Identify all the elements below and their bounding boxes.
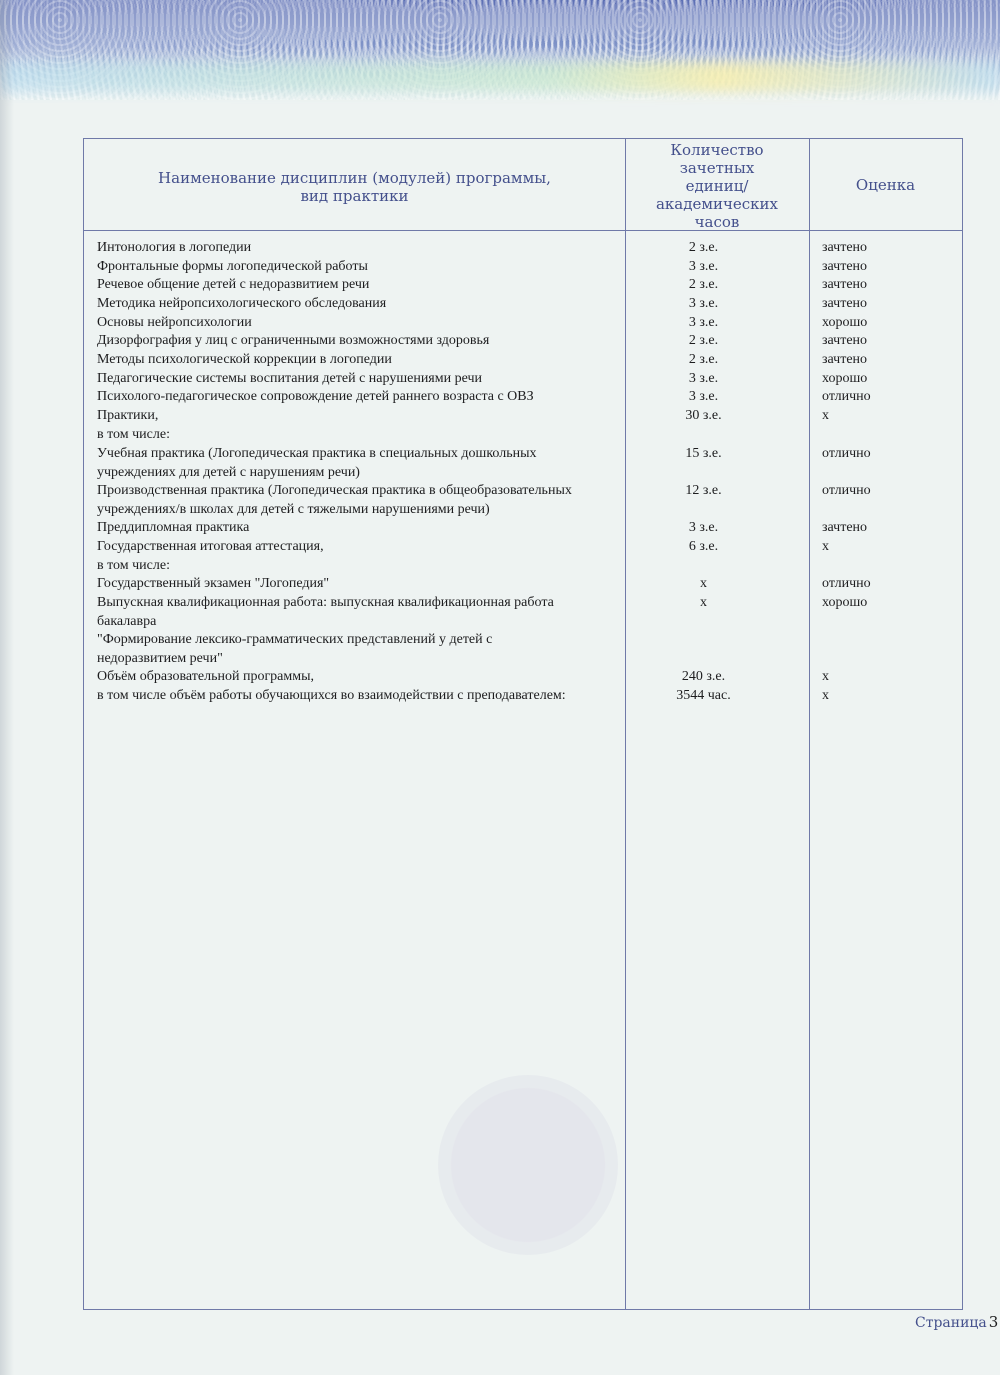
discipline-name: Речевое общение детей с недоразвитием речи: [97, 277, 370, 292]
discipline-name: Государственная итоговая аттестация,: [97, 539, 324, 554]
grade-value: зачтено: [822, 259, 868, 274]
discipline-name: Объём образовательной программы,: [97, 669, 315, 684]
discipline-name: в том числе объём работы обучающихся во взаимодействии с преподавателем:: [97, 688, 566, 703]
discipline-name-cont: бакалавра: [97, 613, 157, 629]
credits-value: 2 з.е.: [688, 333, 719, 348]
grade-value: х: [822, 669, 829, 684]
credits-value: 15 з.е.: [685, 446, 722, 461]
discipline-header-line-1: Наименование дисциплин (модулей) программы,: [158, 169, 551, 187]
credits-value: 2 з.е.: [688, 240, 719, 255]
credits-value: 30 з.е.: [685, 408, 722, 423]
column-divider-2: [809, 139, 810, 1309]
credits-value: 3 з.е.: [688, 371, 719, 386]
grade-value: хорошо: [822, 371, 868, 386]
discipline-name: Интонология в логопедии: [97, 240, 252, 255]
discipline-name: Педагогические системы воспитания детей с нарушениями речи: [97, 371, 482, 386]
credits-value: 3 з.е.: [688, 389, 719, 404]
grade-value: зачтено: [822, 520, 868, 535]
credits-value: 2 з.е.: [688, 277, 719, 292]
credits-value: 2 з.е.: [688, 352, 719, 367]
discipline-name: Методы психологической коррекции в логопедии: [97, 352, 392, 367]
credits-value: 3 з.е.: [688, 520, 719, 535]
discipline-name: Государственный экзамен "Логопедия": [97, 576, 330, 591]
grade-value: зачтено: [822, 277, 868, 292]
credits-header-line-3: единиц/: [685, 177, 749, 195]
discipline-name: Дизорфография у лиц с ограниченными возможностями здоровья: [97, 333, 490, 348]
grade-value: зачтено: [822, 296, 868, 311]
credits-value: х: [700, 576, 707, 591]
credits-header-line-4: академических: [655, 195, 779, 213]
discipline-name: Психолого-педагогическое сопровождение детей раннего возраста с ОВЗ: [97, 389, 534, 404]
discipline-name: Основы нейропсихологии: [97, 315, 252, 330]
discipline-name: Учебная практика (Логопедическая практика в специальных дошкольных: [97, 446, 537, 461]
grades-table: [83, 138, 963, 1310]
grade-value: х: [822, 688, 829, 703]
grade-value: х: [822, 539, 829, 554]
credits-value: х: [700, 595, 707, 610]
header-divider: [84, 230, 962, 231]
grade-value: х: [822, 408, 829, 423]
discipline-name-cont: учреждениях/в школах для детей с тяжелыми нарушениями речи): [97, 501, 490, 517]
discipline-name-cont: в том числе:: [97, 426, 170, 442]
grade-value: отлично: [822, 446, 871, 461]
discipline-name-cont: "Формирование лексико-грамматических представлений у детей с: [97, 632, 493, 647]
grade-column-header: Оценка: [855, 176, 916, 194]
grade-value: отлично: [822, 483, 871, 498]
paper-edge-shadow: [0, 0, 14, 1375]
grade-value: отлично: [822, 389, 871, 404]
grade-value: хорошо: [822, 315, 868, 330]
credits-header-line-1: Количество: [670, 141, 764, 159]
discipline-name: Выпускная квалификационная работа: выпускная квалификационная работа: [97, 595, 554, 610]
iridescent-strip: [0, 62, 1000, 92]
discipline-column-header: [84, 169, 625, 205]
grade-value: зачтено: [822, 333, 868, 348]
discipline-header-line-2: вид практики: [300, 187, 409, 205]
grade-value: зачтено: [822, 352, 868, 367]
credits-column-header: [625, 141, 809, 231]
credits-header-line-2: зачетных: [679, 159, 755, 177]
discipline-name-cont: в том числе:: [97, 557, 170, 573]
discipline-name: Производственная практика (Логопедическая практика в общеобразовательных: [97, 483, 572, 498]
credits-value: 3544 час.: [676, 688, 731, 703]
credits-value: 3 з.е.: [688, 315, 719, 330]
credits-value: 6 з.е.: [688, 539, 719, 554]
discipline-name: Преддипломная практика: [97, 520, 250, 535]
grade-value: хорошо: [822, 595, 868, 610]
page-number: 3: [988, 1313, 999, 1331]
credits-value: 12 з.е.: [685, 483, 722, 498]
discipline-name: Практики,: [97, 408, 159, 423]
page-footer: [915, 1313, 998, 1331]
grade-value: отлично: [822, 576, 871, 591]
credits-header-line-5: часов: [694, 213, 740, 231]
discipline-name: Методика нейропсихологического обследования: [97, 296, 387, 311]
discipline-name: Фронтальные формы логопедической работы: [97, 259, 368, 274]
credits-value: 240 з.е.: [681, 669, 726, 684]
page-label: Страница: [915, 1315, 987, 1331]
grade-value: зачтено: [822, 240, 868, 255]
discipline-name-cont: учреждениях для детей с нарушениям речи): [97, 464, 360, 480]
credits-value: 3 з.е.: [688, 296, 719, 311]
discipline-name-cont: недоразвитием речи": [97, 650, 223, 666]
credits-value: 3 з.е.: [688, 259, 719, 274]
